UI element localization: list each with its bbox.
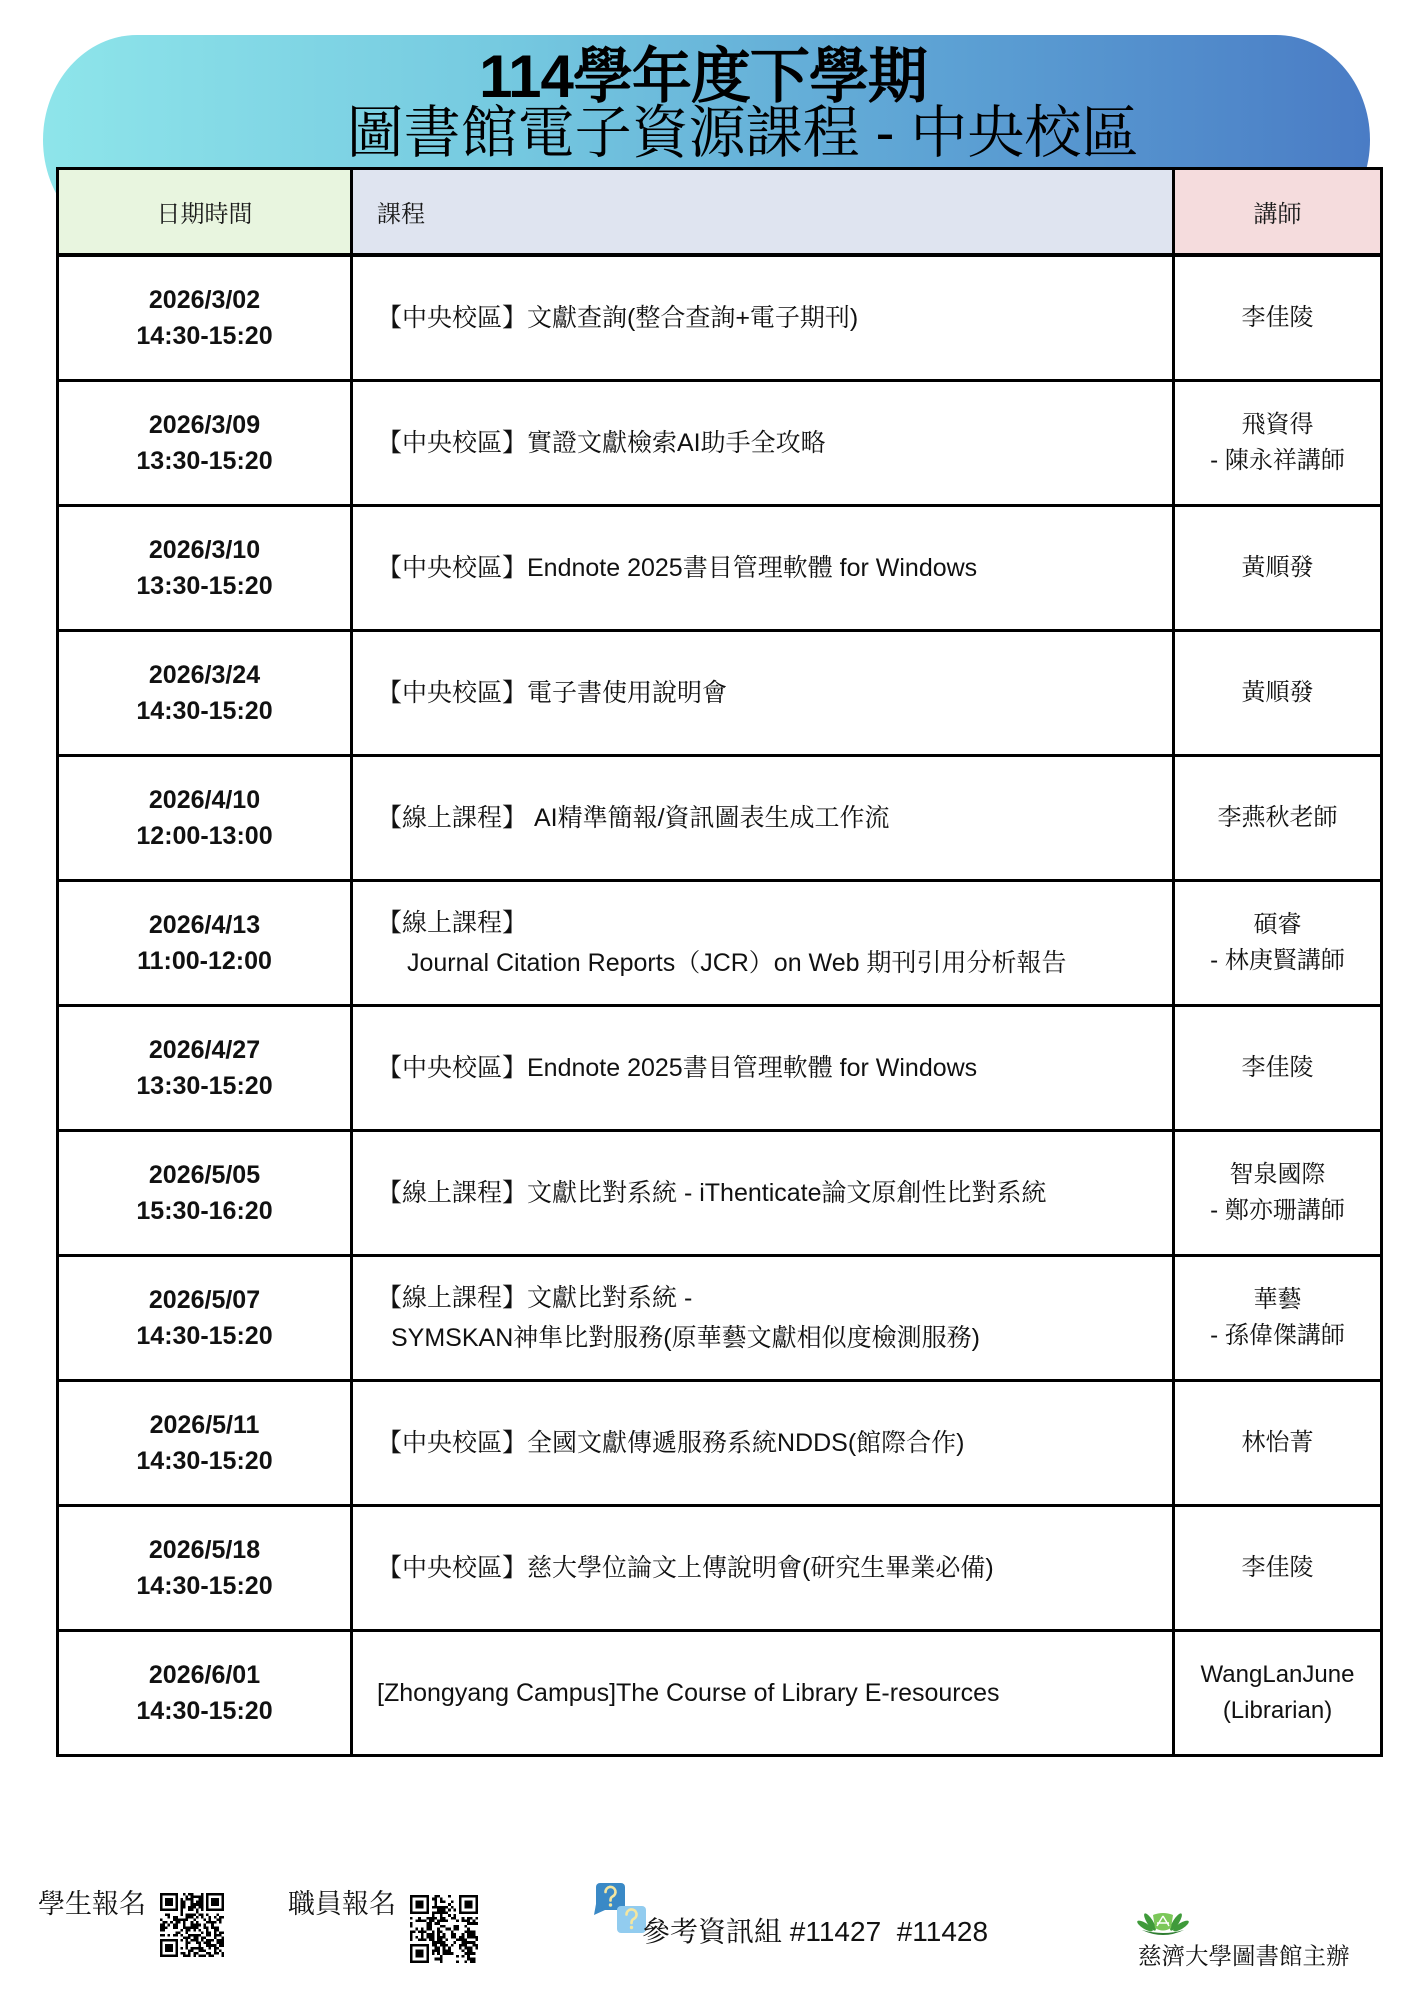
instructor-cell (1175, 632, 1383, 757)
instructor-cell (1175, 257, 1383, 382)
instructor-title: (Librarian) (1222, 1697, 1333, 1724)
course-title: 【中央校區】全國文獻傳遞服務系統NDDS(館際合作) (377, 1429, 965, 1457)
session-date: 2026/4/10 (148, 786, 261, 814)
session-date: 2026/6/01 (148, 1661, 261, 1689)
course-cell (353, 1382, 1175, 1507)
course-cell (353, 757, 1175, 882)
instructor-cell (1175, 1007, 1383, 1132)
instructor-cell (1175, 1632, 1383, 1757)
instructor-cell (1175, 1507, 1383, 1632)
session-date: 2026/3/02 (148, 286, 261, 314)
session-date: 2026/3/24 (148, 661, 261, 689)
student-qr-code-icon (160, 1893, 224, 1957)
course-title: 【中央校區】Endnote 2025書目管理軟體 for Windows (377, 554, 978, 582)
session-time: 13:30-15:20 (136, 1072, 273, 1100)
session-time: 14:30-15:20 (136, 1322, 273, 1350)
instructor-cell (1175, 1382, 1383, 1507)
page-title-semester: 114學年度下學期 (479, 43, 927, 110)
course-title: 【中央校區】Endnote 2025書目管理軟體 for Windows (377, 1054, 978, 1082)
course-cell (353, 257, 1175, 382)
instructor-cell (1175, 882, 1383, 1007)
course-cell (353, 1007, 1175, 1132)
course-cell (353, 1132, 1175, 1257)
session-time: 13:30-15:20 (136, 572, 273, 600)
instructor-name: 李燕秋老師 (1217, 804, 1338, 831)
course-title: SYMSKAN神隼比對服務(原華藝文獻相似度檢測服務) (391, 1324, 980, 1352)
course-title: 【中央校區】文獻查詢(整合查詢+電子期刊) (377, 304, 859, 332)
session-date: 2026/5/18 (148, 1536, 261, 1564)
instructor-org: 華藝 (1253, 1286, 1302, 1313)
instructor-name: 李佳陵 (1241, 304, 1314, 331)
course-title: Journal Citation Reports（JCR）on Web 期刊引用分析報告 (407, 949, 1067, 977)
instructor-name: 林怡菁 (1241, 1429, 1314, 1456)
course-category: 【線上課程】 (377, 909, 528, 937)
session-date: 2026/3/10 (148, 536, 261, 564)
session-date: 2026/4/13 (148, 911, 261, 939)
instructor-name: WangLanJune (1200, 1661, 1355, 1688)
instructor-name: - 孫偉傑講師 (1210, 1322, 1345, 1349)
session-date: 2026/5/05 (148, 1161, 261, 1189)
datetime-cell (59, 507, 353, 632)
column-header-datetime (59, 170, 353, 257)
session-date: 2026/5/07 (148, 1286, 261, 1314)
course-cell (353, 882, 1175, 1007)
session-time: 14:30-15:20 (136, 1697, 273, 1725)
instructor-org: 智泉國際 (1229, 1161, 1326, 1188)
session-time: 14:30-15:20 (136, 1447, 273, 1475)
instructor-cell (1175, 382, 1383, 507)
course-category: 【線上課程】文獻比對系統 - (377, 1284, 693, 1312)
instructor-name: 李佳陵 (1241, 1054, 1314, 1081)
instructor-cell (1175, 507, 1383, 632)
instructor-name: - 林庚賢講師 (1210, 947, 1345, 974)
datetime-cell (59, 1382, 353, 1507)
datetime-cell (59, 1632, 353, 1757)
column-header-label: 講師 (1253, 201, 1302, 228)
datetime-cell (59, 882, 353, 1007)
session-time: 12:00-13:00 (136, 822, 273, 850)
student-register-label: 學生報名 (38, 1889, 146, 1919)
session-time: 14:30-15:20 (136, 697, 273, 725)
instructor-cell (1175, 1257, 1383, 1382)
column-header-course (353, 170, 1175, 257)
column-header-label: 課程 (377, 201, 425, 228)
course-cell (353, 507, 1175, 632)
datetime-cell (59, 757, 353, 882)
contact-extension: 參考資訊組 #11427 #11428 (642, 1916, 989, 1947)
page-title-course-series: 圖書館電子資源課程 - 中央校區 (346, 101, 1139, 165)
session-time: 14:30-15:20 (136, 322, 273, 350)
datetime-cell (59, 1132, 353, 1257)
session-date: 2026/3/09 (148, 411, 261, 439)
instructor-org: 飛資得 (1241, 411, 1314, 438)
organizer-label: 慈濟大學圖書館主辦 (1138, 1943, 1350, 1969)
course-cell (353, 1632, 1175, 1757)
session-time: 15:30-16:20 (136, 1197, 273, 1225)
datetime-cell (59, 632, 353, 757)
session-time: 13:30-15:20 (136, 447, 273, 475)
question-bubbles-icon (594, 1883, 648, 1935)
datetime-cell (59, 257, 353, 382)
datetime-cell (59, 382, 353, 507)
session-time: 14:30-15:20 (136, 1572, 273, 1600)
course-cell (353, 632, 1175, 757)
course-title: 【線上課程】 AI精準簡報/資訊圖表生成工作流 (377, 804, 890, 832)
staff-register-label: 職員報名 (288, 1889, 396, 1919)
course-title: 【中央校區】電子書使用說明會 (377, 679, 728, 707)
instructor-cell (1175, 757, 1383, 882)
lotus-logo-icon (1136, 1909, 1190, 1937)
instructor-org: 碩睿 (1253, 911, 1302, 938)
column-header-label: 日期時間 (156, 201, 253, 228)
course-title: [Zhongyang Campus]The Course of Library E-resources (377, 1679, 1000, 1707)
instructor-name: 黃順發 (1241, 554, 1314, 581)
instructor-name: 黃順發 (1241, 679, 1314, 706)
schedule-table (56, 167, 1383, 1757)
session-date: 2026/4/27 (148, 1036, 261, 1064)
instructor-cell (1175, 1132, 1383, 1257)
instructor-name: - 鄭亦珊講師 (1210, 1197, 1345, 1224)
course-cell (353, 382, 1175, 507)
datetime-cell (59, 1257, 353, 1382)
course-title: 【線上課程】文獻比對系統 - iThenticate論文原創性比對系統 (377, 1179, 1047, 1207)
datetime-cell (59, 1507, 353, 1632)
instructor-name: 李佳陵 (1241, 1554, 1314, 1581)
instructor-name: - 陳永祥講師 (1210, 447, 1345, 474)
course-cell (353, 1507, 1175, 1632)
session-date: 2026/5/11 (149, 1411, 260, 1439)
datetime-cell (59, 1007, 353, 1132)
staff-qr-code-icon (410, 1895, 478, 1963)
column-header-instructor (1175, 170, 1383, 257)
course-title: 【中央校區】慈大學位論文上傳說明會(研究生畢業必備) (377, 1554, 994, 1582)
course-cell (353, 1257, 1175, 1382)
course-title: 【中央校區】實證文獻檢索AI助手全攻略 (377, 429, 826, 457)
session-time: 11:00-12:00 (137, 947, 272, 975)
